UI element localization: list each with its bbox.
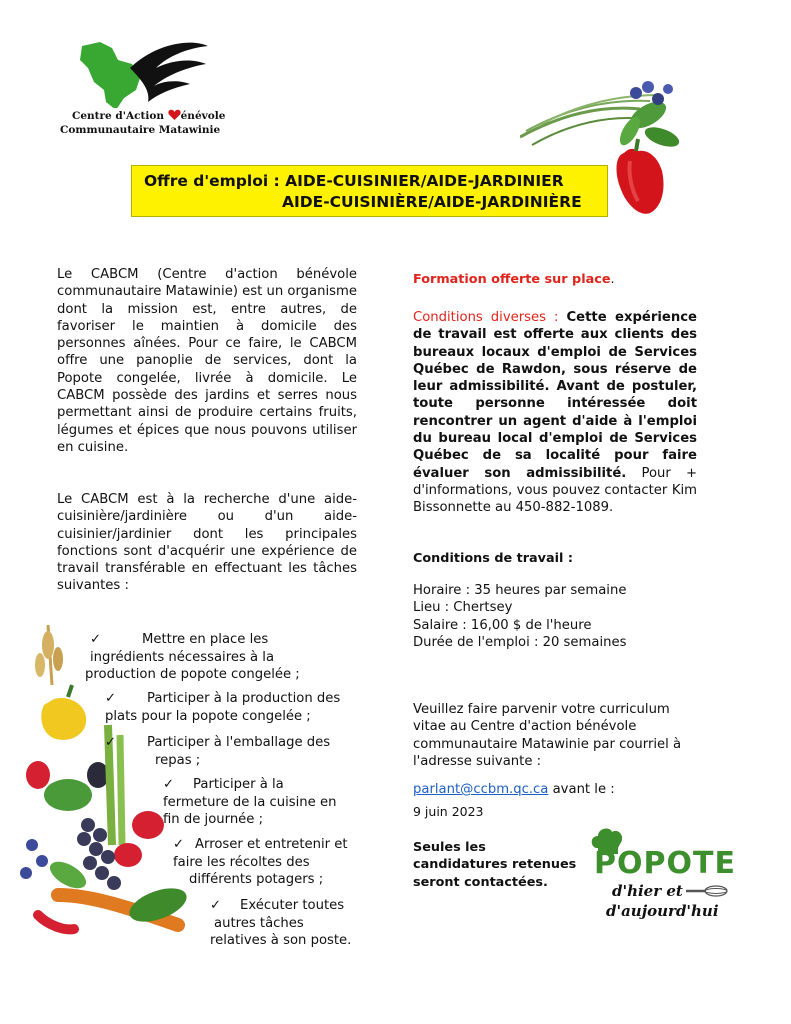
popote-subtitle-2: d'aujourd'hui xyxy=(606,902,719,920)
check-icon: ✓ xyxy=(173,837,185,852)
conditions-label: Conditions diverses : xyxy=(413,310,567,325)
logo-text-part1: Centre d'Action xyxy=(72,110,168,122)
formation-line xyxy=(413,271,703,288)
job-title-line-1: Offre d'emploi : AIDE-CUISINIER/AIDE-JARDINIER xyxy=(144,172,564,190)
task-item-4 xyxy=(163,776,363,829)
work-conditions-list xyxy=(413,582,703,651)
task-3-line-1: Participer à l'emballage des xyxy=(147,735,331,750)
task-item-5 xyxy=(173,836,373,889)
task-5-line-1: Arroser et entretenir et xyxy=(195,837,348,852)
task-item-1 xyxy=(85,631,350,684)
conditions-diverses xyxy=(413,309,697,517)
job-title-banner xyxy=(131,165,608,217)
task-5-line-3: différents potagers ; xyxy=(189,872,324,887)
task-1-line-1: Mettre en place les xyxy=(142,632,269,647)
task-2-line-1: Participer à la production des xyxy=(147,691,341,706)
job-title-line-2: AIDE-CUISINIÈRE/AIDE-JARDINIÈRE xyxy=(282,193,582,211)
task-4-line-3: fin de journée ; xyxy=(163,812,264,827)
whisk-icon xyxy=(686,884,728,898)
search-paragraph: Le CABCM est à la recherche d'une aide-cuisinière/jardinière ou d'un aide-cuisinier/jardinier dont les principales fonctions sont d'acquérir une expérience de travail transférable en effectuant les tâches suivantes : xyxy=(57,492,357,594)
task-2-line-2: plats pour la popote congelée ; xyxy=(105,708,311,724)
task-item-3 xyxy=(105,734,365,769)
location-text: Lieu : Chertsey xyxy=(413,600,513,616)
check-icon: ✓ xyxy=(105,735,117,750)
salary-text: Salaire : 16,00 $ de l'heure xyxy=(413,617,592,633)
task-3-line-2: repas ; xyxy=(155,752,201,768)
task-4-line-2: fermeture de la cuisine en xyxy=(163,794,337,810)
logo-line-2: Communautaire Matawinie xyxy=(60,124,221,136)
task-1-line-3: production de popote congelée ; xyxy=(85,667,300,682)
task-item-2 xyxy=(105,690,365,725)
deadline-label: avant le : xyxy=(548,782,615,797)
logo-line-1 xyxy=(72,109,225,123)
check-icon: ✓ xyxy=(105,691,117,706)
heart-icon xyxy=(168,109,181,121)
intro-paragraph: Le CABCM (Centre d'action bénévole communautaire Matawinie) est un organisme dont la mission est, entre autres, de favoriser le maintien à domicile des personnes aînées. Pour ce faire, le CABCM offre une panoplie de services, dont la Popote congelée, livrée à domicile. Le CABCM possède des jardins et serres nous permettant ainsi de produire certains fruits, légumes et épices que nous pouvons utiliser en cuisine. xyxy=(57,267,357,455)
formation-dot: . xyxy=(610,272,615,287)
schedule-text: Horaire : 35 heures par semaine xyxy=(413,583,627,598)
formation-text: Formation offerte sur place xyxy=(413,272,611,287)
apply-instructions: Veuillez faire parvenir votre curriculum vitae au Centre d'action bénévole communautaire Matawinie par courriel à l'adresse suivante : xyxy=(413,702,682,769)
logo-graphic xyxy=(60,38,230,108)
popote-title: POPOTE xyxy=(594,846,736,881)
work-conditions-heading: Conditions de travail : xyxy=(413,551,573,566)
popote-subtitle-1: d'hier et xyxy=(612,882,683,900)
organization-logo xyxy=(60,38,230,138)
conditions-bold-text: Cette expérience de travail est offerte aux clients des bureaux locaux d'emploi de Services Québec de Rawdon, sous réserve de leur admissibilité. Avant de postuler, toute personne intéressée doit rencontrer un agent d'aide à l'emploi du bureau local d'emploi de Services Québec de sa localité pour faire évaluer son admissibilité. xyxy=(413,310,697,481)
email-line xyxy=(413,781,703,798)
task-6-line-3: relatives à son poste. xyxy=(210,933,352,948)
popote-logo xyxy=(588,826,738,926)
logo-text-part2: énévole xyxy=(180,110,226,122)
email-link[interactable]: parlant@ccbm.qc.ca xyxy=(413,782,549,797)
check-icon: ✓ xyxy=(90,632,102,647)
task-1-line-2: ingrédients nécessaires à la xyxy=(90,649,275,665)
deadline-date: 9 juin 2023 xyxy=(413,804,484,819)
duration-text: Durée de l'emploi : 20 semaines xyxy=(413,634,627,650)
task-5-line-2: faire les récoltes des xyxy=(173,854,310,870)
check-icon: ✓ xyxy=(210,898,222,913)
selection-note: Seules les candidatures retenues seront contactées. xyxy=(413,840,577,890)
conditions-normal-text: Pour + d'informations, vous pouvez contacter Kim Bissonnette au 450-882-1089. xyxy=(413,465,697,516)
check-icon: ✓ xyxy=(163,777,175,792)
task-item-6 xyxy=(210,897,370,950)
task-4-line-1: Participer à la xyxy=(193,777,284,792)
task-6-line-2: autres tâches xyxy=(214,915,304,931)
task-6-line-1: Exécuter toutes xyxy=(240,898,345,913)
